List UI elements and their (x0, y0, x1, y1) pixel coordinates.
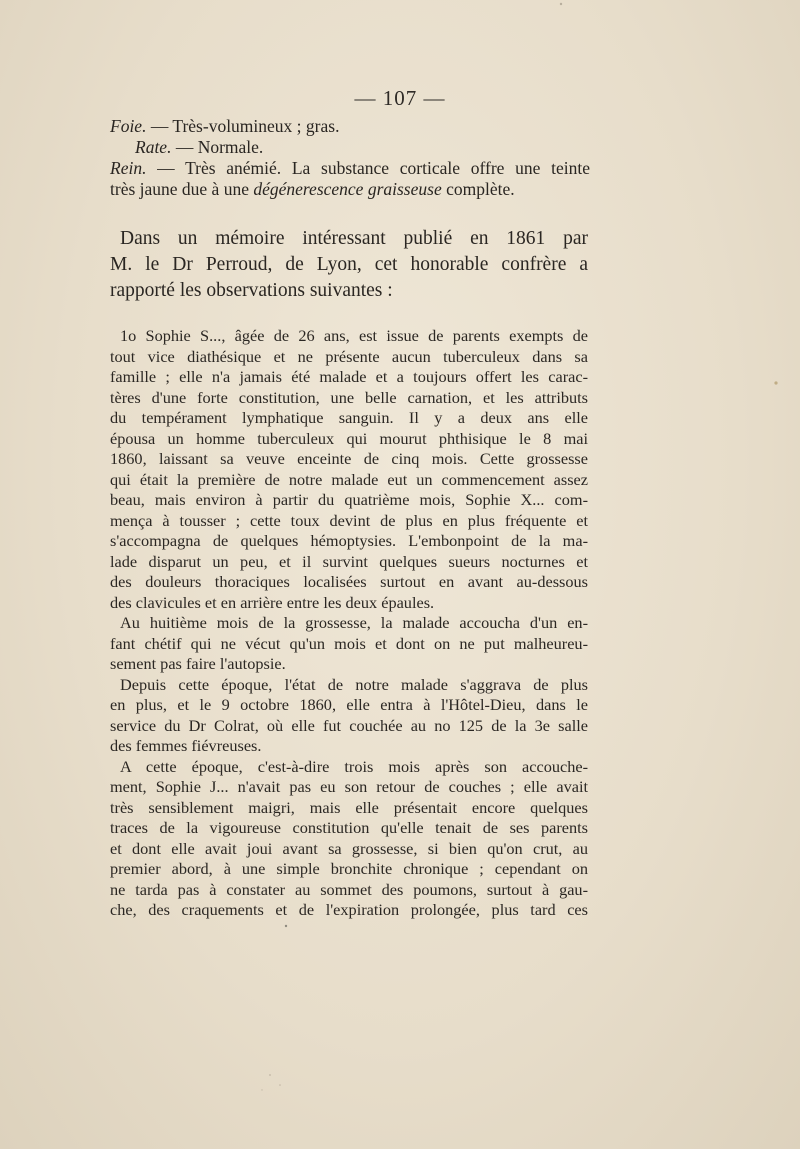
case-line: et dont elle avait joui avant sa grossesse, si bien qu'on crut, au (110, 838, 588, 858)
organ-text: — Normale. (171, 137, 264, 157)
organ-findings (110, 116, 590, 200)
case-line: 1860, laissant sa veuve enceinte de cinq mois. Cette grossesse (110, 449, 588, 468)
case-line: des clavicules et en arrière entre les deux épaules. (110, 592, 435, 612)
case-line: Au huitième mois de la grossesse, la malade accoucha d'un en- (120, 613, 588, 632)
case-line: sement pas faire l'autopsie. (110, 654, 286, 673)
case-line: lade disparut un peu, et il survint quelques sueurs nocturnes et (110, 551, 588, 571)
intro-line: Dans un mémoire intéressant publié en 1861 par (120, 228, 588, 249)
organ-label: Rein. (110, 158, 147, 178)
case-line: tères d'une forte constitution, une belle carnation, et les attributs (110, 387, 588, 407)
organ-label: Foie. (110, 116, 147, 136)
case-line: 1o Sophie S..., âgée de 26 ans, est issue de parents exempts de (120, 326, 588, 345)
organ-text: — Très-volumineux ; gras. (146, 116, 340, 136)
case-line: ne tarda pas à constater au sommet des poumons, surtout à gau- (110, 879, 588, 899)
case-line: épousa un homme tuberculeux qui mourut phthisique le 8 mai (110, 428, 588, 448)
case-line: ment, Sophie J... n'avait pas eu son retour de couches ; elle avait (110, 777, 588, 796)
case-line: che, des craquements et de l'expiration prolongée, plus tard ces (110, 900, 588, 919)
organ-text: très jaune due à une (110, 179, 254, 199)
organ-text-italic: dégénerescence graisseuse (253, 179, 442, 199)
case-line: traces de la vigoureuse constitution qu'elle tenait de ses parents (110, 818, 588, 837)
case-line: Depuis cette époque, l'état de notre malade s'aggrava de plus (120, 674, 588, 694)
organ-label: Rate. (135, 137, 172, 157)
case-line: premier abord, à une simple bronchite chronique ; cependant on (110, 859, 588, 878)
case-line: fant chétif qui ne vécut qu'un mois et dont on ne put malheureu- (110, 633, 588, 653)
organ-text: — Très anémié. La substance corticale offre une teinte (146, 158, 590, 178)
case-line: A cette époque, c'est-à-dire trois mois après son accouche- (120, 756, 588, 776)
organ-text: complète. (441, 179, 515, 199)
intro-paragraph (110, 226, 588, 304)
organ-line-rein (110, 158, 590, 179)
organ-line-foie (110, 116, 590, 137)
case-line: service du Dr Colrat, où elle fut couchée au no 125 de la 3e salle (110, 715, 588, 735)
case-line: tout vice diathésique et ne présente aucun tuberculeux dans sa (110, 346, 588, 366)
case-line: du tempérament lymphatique sanguin. Il y a deux ans elle (110, 408, 588, 427)
case-line: très sensiblement maigri, mais elle présentait encore quelques (110, 797, 588, 817)
case-line: des douleurs thoraciques localisées surtout en avant au-dessous (110, 572, 588, 591)
case-line: qui était la première de notre malade eut un commencement assez (110, 469, 588, 489)
case-line: mença à tousser ; cette toux devint de plus en plus fréquente et (110, 510, 588, 530)
organ-line-rate (110, 137, 590, 158)
case-line: s'accompagna de quelques hémoptysies. L'embonpoint de la ma- (110, 531, 588, 550)
case-line: en plus, et le 9 octobre 1860, elle entra à l'Hôtel-Dieu, dans le (110, 695, 588, 714)
intro-line: M. le Dr Perroud, de Lyon, cet honorable confrère a (110, 254, 588, 275)
case-observation (110, 326, 588, 921)
case-line: beau, mais environ à partir du quatrième mois, Sophie X... com- (110, 490, 588, 509)
organ-line-rein-continued (110, 179, 590, 200)
page-number: — 107 — (354, 86, 446, 110)
intro-line: rapporté les observations suivantes : (110, 280, 393, 301)
case-line: famille ; elle n'a jamais été malade et a toujours offert les carac- (110, 367, 588, 386)
case-line: des femmes fiévreuses. (110, 736, 262, 755)
